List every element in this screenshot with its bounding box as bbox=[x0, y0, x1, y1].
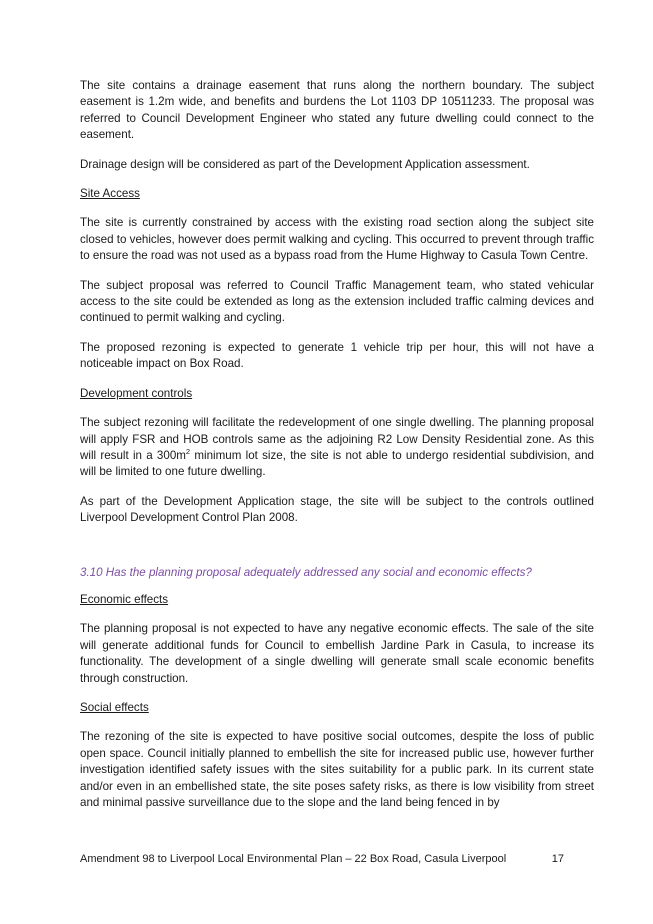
paragraph-economic-effects: The planning proposal is not expected to have any negative economic effects. The sale of the site will generate additional funds for Council to embellish Jardine Park in Casula, to increase its functionality. The development of a single dwelling will generate small scale economic benefits through construction. bbox=[80, 622, 594, 685]
paragraph-traffic-referral: The subject proposal was referred to Council Traffic Management team, who stated vehicular access to the site could be extended as long as the extension included traffic calming devices and continued to permit walking and cycling. bbox=[80, 278, 594, 325]
subheading-economic-effects: Economic effects bbox=[80, 592, 169, 606]
paragraph-rezoning-controls bbox=[80, 415, 594, 481]
subheading-social-effects: Social effects bbox=[80, 700, 149, 714]
page-number: 17 bbox=[551, 853, 564, 865]
footer-title: Amendment 98 to Liverpool Local Environmental Plan – 22 Box Road, Casula Liverpool bbox=[80, 853, 507, 865]
paragraph-dcp-controls: As part of the Development Application stage, the site will be subject to the controls outlined Liverpool Development Control Plan 2008. bbox=[80, 494, 594, 525]
page-content bbox=[80, 78, 594, 824]
subheading-site-access: Site Access bbox=[80, 187, 140, 201]
subheading-development-controls: Development controls bbox=[80, 386, 193, 400]
page-footer bbox=[80, 852, 594, 866]
superscript-squared: 2 bbox=[185, 447, 191, 457]
paragraph-drainage-design: Drainage design will be considered as part of the Development Application assessment. bbox=[80, 157, 530, 171]
paragraph-vehicle-trips: The proposed rezoning is expected to generate 1 vehicle trip per hour, this will not have a noticeable impact on Box Road. bbox=[80, 340, 594, 371]
paragraph-site-constraint: The site is currently constrained by access with the existing road section along the subject site closed to vehicles, however does permit walking and cycling. This occurred to prevent through traffic to ensure the road was not used as a bypass road from the Hume Highway to Casula Town Centre. bbox=[80, 216, 594, 263]
paragraph-rezoning-text-a: The subject rezoning will facilitate the redevelopment of one single dwelling. The planning proposal will apply FSR and HOB controls same as the adjoining R2 Low Density Residential zone. As this will result in a 300m bbox=[80, 416, 594, 462]
paragraph-social-effects: The rezoning of the site is expected to have positive social outcomes, despite the loss of public open space. Council initially planned to embellish the site for increased public use, however further investigation identified safety issues with the sites suitability for a public park. In its current state and/or even in an embellished state, the site poses safety risks, as there is low visibility from street and minimal passive surveillance due to the slope and the land being fenced in by bbox=[80, 730, 594, 809]
section-heading-3-10: 3.10 Has the planning proposal adequately addressed any social and economic effects? bbox=[80, 565, 532, 579]
paragraph-rezoning-text-b: minimum lot size, the site is not able to undergo residential subdivision, and will be limited to one future dwelling. bbox=[80, 448, 594, 479]
paragraph-drainage-easement: The site contains a drainage easement that runs along the northern boundary. The subject easement is 1.2m wide, and benefits and burdens the Lot 1103 DP 10511233. The proposal was referred to Council Development Engineer who stated any future dwelling could connect to the easement. bbox=[80, 79, 594, 142]
